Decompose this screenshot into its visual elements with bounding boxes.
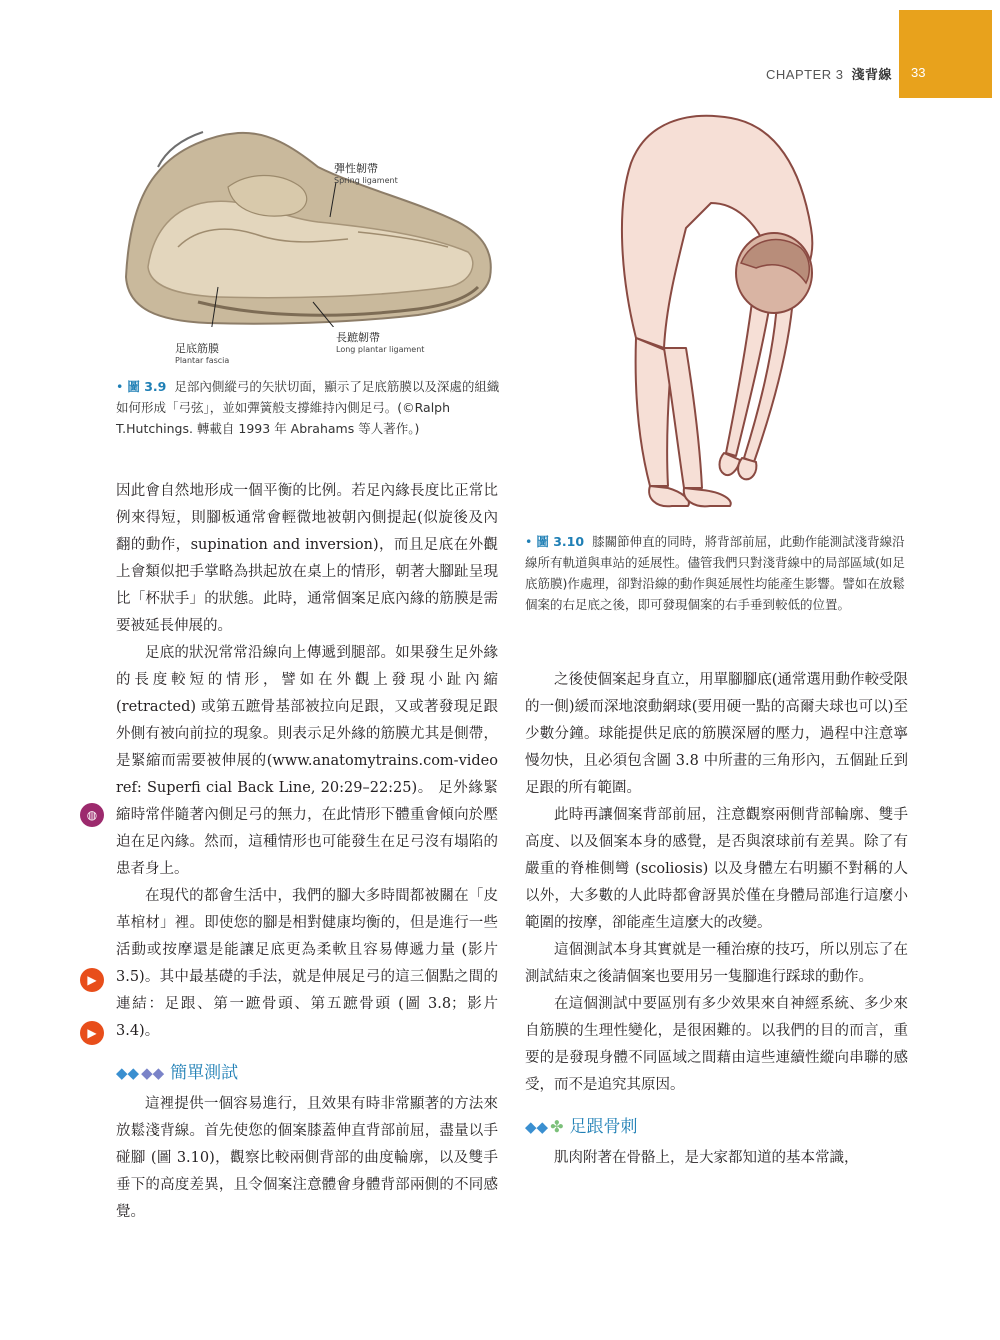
plantar-fascia-label — [175, 340, 229, 365]
forward-bend-illustration — [606, 108, 876, 523]
long-plantar-ligament-en: Long plantar ligament — [336, 345, 425, 354]
spring-ligament-en: Spring ligament — [334, 176, 398, 185]
plantar-fascia-en: Plantar fascia — [175, 356, 230, 365]
paragraph: 這裡提供一個容易進行，且效果有時非常顯著的方法來放鬆淺背線。首先使您的個案膝蓋伸直背部前屈，盡量以手碰腳 (圖 3.10)，觀察比較兩側背部的曲度輪廓，以及雙手垂下的高度差異，且令個案注意體會身體背部兩側的不同感覺。 — [116, 1096, 498, 1220]
globe-icon: ◍ — [86, 808, 98, 822]
video-3-5-play-icon[interactable] — [80, 968, 104, 992]
plantar-fascia-zh: 足底筋膜 — [175, 342, 219, 355]
web-video-globe-icon[interactable] — [80, 803, 104, 827]
page-number: 33 — [911, 65, 926, 80]
caption-text: 膝關節伸直的同時，將背部前屈，此動作能測試淺背線沿線所有軌道與車站的延展性。儘管我們只對淺背線中的局部區域(如足底筋膜)作處理，卻對沿線的動作與延展性均能產生影響。譬如在放鬆個案的右足底之後，即可發現個案的右手垂到較低的位置。 — [525, 534, 905, 612]
left-column — [116, 478, 498, 1226]
paragraph: 足底的狀況常常沿線向上傳遞到腿部。如果發生足外緣的長度較短的情形，譬如在外觀上發現小趾內縮 (retracted) 或第五蹠骨基部被拉向足跟，又或著發現足跟外側有被向前拉的現象。則表示足外緣的筋膜尤其是側帶，是緊縮而需要被伸展的(www.anatomytrains.com-video ref: Superfi cial Back Line, 20:29–22:25)。 足外緣緊縮時常伴隨著內側足弓的無力，在此情形下體重會傾向於壓迫在足內緣。然而，這種情形也可能發生在足弓沒有塌陷的患者身上。 — [116, 645, 498, 877]
section-title: 簡單測試 — [170, 1063, 239, 1083]
running-header — [720, 64, 892, 83]
paragraph: 因此會自然地形成一個平衡的比例。若足內緣長度比正常比例來得短，則腳板通常會輕微地被朝內側提起(似旋後及內翻的動作，supination and inversion)，而且足底在外觀上會類似把手掌略為拱起放在桌上的情形，朝著大腳趾呈現比「杯狀手」的狀態。此時，通常個案足底內緣的筋膜是需要被延長伸展的。 — [116, 483, 498, 634]
section-title: 足跟骨刺 — [569, 1117, 638, 1137]
play-icon: ▶ — [87, 1026, 97, 1040]
paragraph: 這個測試本身其實就是一種治療的技巧，所以別忘了在測試結束之後請個案也要用另一隻腳進行踩球的動作。 — [525, 942, 908, 985]
chapter-label: CHAPTER 3 — [766, 67, 844, 82]
spring-ligament-zh: 彈性韌帶 — [334, 162, 378, 175]
spring-ligament-label — [334, 160, 398, 185]
paragraph: 此時再讓個案背部前屈，注意觀察兩側背部輪廓、雙手高度、以及個案本身的感覺，是否與滾球前有差異。除了有嚴重的脊椎側彎 (scoliosis) 以及身體左右明顯不對稱的人以外，大多數的人此時都會訝異於僅在身體局部進行這麼小範圍的按摩，卻能產生這麼大的改變。 — [525, 807, 908, 931]
caption-text: 足部內側縱弓的矢狀切面，顯示了足底筋膜以及深處的組織如何形成「弓弦」，並如彈簧般支撐維持內側足弓。(©Ralph T.Hutchings. 轉載自 1993 年 Abrahams 等人著作。) — [116, 379, 500, 436]
clover-icon: ✤ — [550, 1117, 564, 1136]
section-heading-simple-test — [116, 1059, 498, 1087]
caption-bullet: • — [116, 379, 124, 394]
caption-bullet: • — [525, 534, 533, 549]
play-icon: ▶ — [87, 973, 97, 987]
diamond-icon: ◆◆ — [525, 1118, 549, 1136]
figure-3-9-caption — [116, 376, 500, 439]
figure-3-10-caption — [525, 531, 909, 615]
paragraph: 之後使個案起身直立，用單腳腳底(通常選用動作較受限的一側)緩而深地滾動網球(要用硬一點的高爾夫球也可以)至少數分鐘。球能提供足底的筋膜深層的壓力，過程中注意寧慢勿快，且必須包含圖 3.8 中所畫的三角形內，五個趾丘到足跟的所有範圍。 — [525, 672, 908, 796]
page-tab — [899, 10, 992, 98]
figure-number: 圖 3.9 — [127, 379, 167, 394]
foot-section-photo — [118, 127, 496, 327]
figure-number: 圖 3.10 — [536, 534, 585, 549]
long-plantar-ligament-zh: 長蹠韌帶 — [336, 331, 380, 344]
diamond-icon: ◆◆ — [116, 1064, 140, 1082]
paragraph: 在這個測試中要區別有多少效果來自神經系統、多少來自筋膜的生理性變化，是很困難的。以我們的目的而言，重要的是發現身體不同區域之間藉由這些連續性縱向串聯的感受，而不是追究其原因。 — [525, 996, 908, 1093]
long-plantar-ligament-label — [336, 329, 424, 354]
section-heading-heel-spur — [525, 1113, 908, 1141]
paragraph: 肌肉附著在骨骼上，是大家都知道的基本常識， — [554, 1150, 859, 1166]
chapter-title: 淺背線 — [851, 67, 892, 82]
video-3-4-play-icon[interactable] — [80, 1021, 104, 1045]
paragraph: 在現代的都會生活中，我們的腳大多時間都被關在「皮革棺材」裡。即使您的腳是相對健康均衡的，但是進行一些活動或按摩還是能讓足底更為柔軟且容易傳遞力量 (影片 3.5)。其中最基礎的手法，就是伸展足弓的這三個點之間的連結：足跟、第一蹠骨頭、第五蹠骨頭 (圖 3.8；影片 3.4)。 — [116, 888, 498, 1039]
right-column — [525, 667, 908, 1172]
diamond-icon: ◆◆ — [141, 1064, 165, 1082]
